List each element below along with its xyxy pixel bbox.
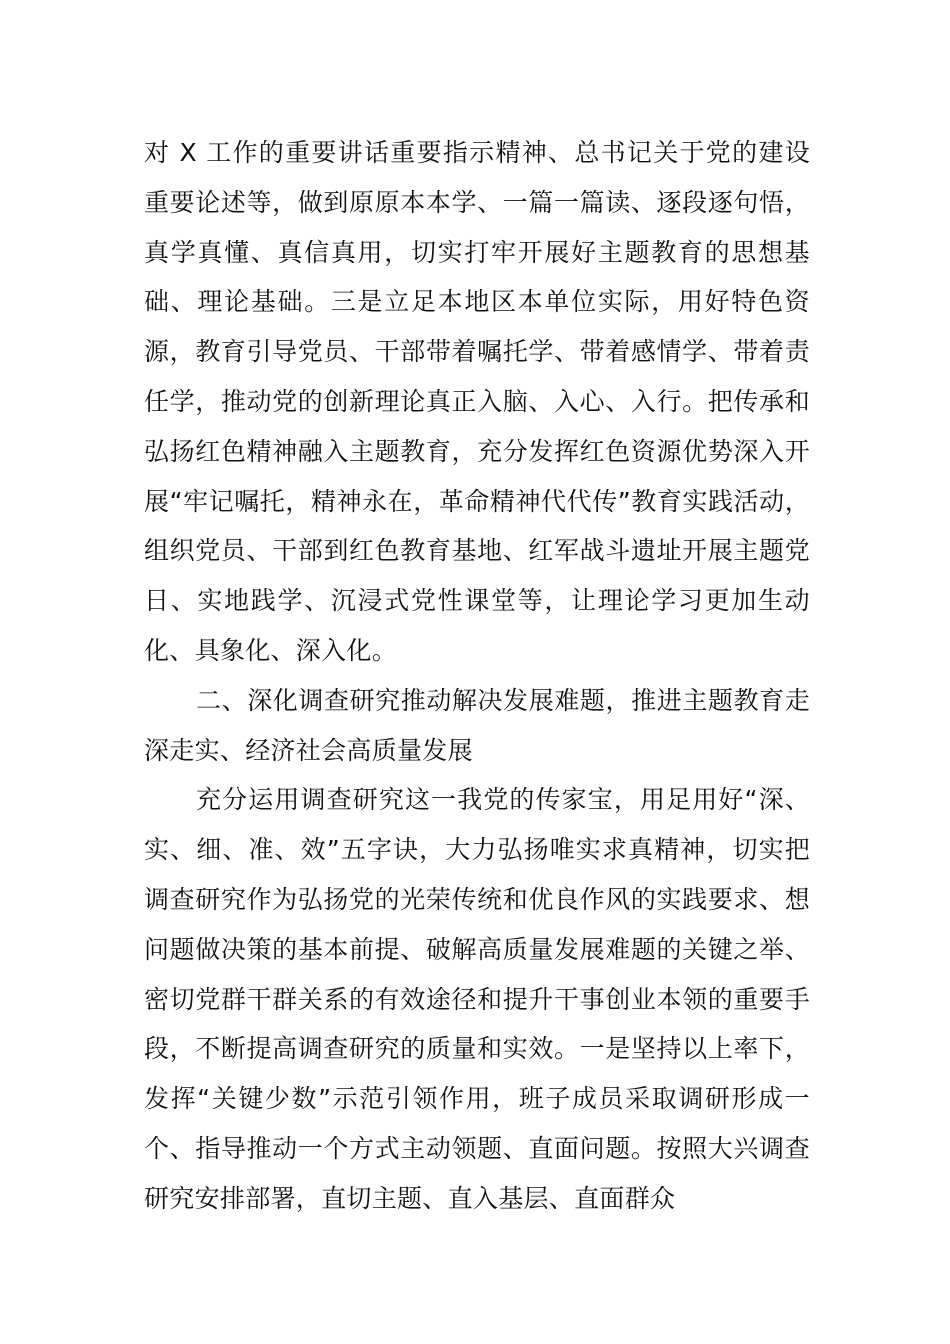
paragraph-investigation-research: 充分运用调查研究这一我党的传家宝，用足用好“深、实、细、准、效”五字诀，大力弘扬唯实求真精神，切实把调查研究作为弘扬党的光荣传统和优良作风的实践要求、想问题做决策的基本前提、破解高质量发展难题的关键之举、密切党群干群关系的有效途径和提升干事创业本领的重要手段，不断提高调查研究的质量和实效。一是坚持以上率下，发挥“关键少数”示范引领作用，班子成员采取调研形成一个、指导推动一个方式主动领题、直面问题。按照大兴调查研究安排部署，直切主题、直入基层、直面群众	[144, 785, 810, 1213]
section-heading-investigation: 二、深化调查研究推动解决发展难题，推进主题教育走深走实、经济社会高质量发展	[144, 685, 810, 765]
paragraph-continued-study: 对 X 工作的重要讲话重要指示精神、总书记关于党的建设重要论述等，做到原原本本学、一篇一篇读、逐段逐句悟，真学真懂、真信真用，切实打牢开展好主题教育的思想基础、理论基础。三是立足本地区本单位实际，用好特色资源，教育引导党员、干部带着嘱托学、带着感情学、带着责任学，推动党的创新理论真正入脑、入心、入行。把传承和弘扬红色精神融入主题教育，充分发挥红色资源优势深入开展“牢记嘱托，精神永在，革命精神代代传”教育实践活动，组织党员、干部到红色教育基地、红军战斗遗址开展主题党日、实地践学、沉浸式党性课堂等，让理论学习更加生动化、具象化、深入化。	[144, 138, 810, 665]
document-body	[144, 128, 810, 1224]
